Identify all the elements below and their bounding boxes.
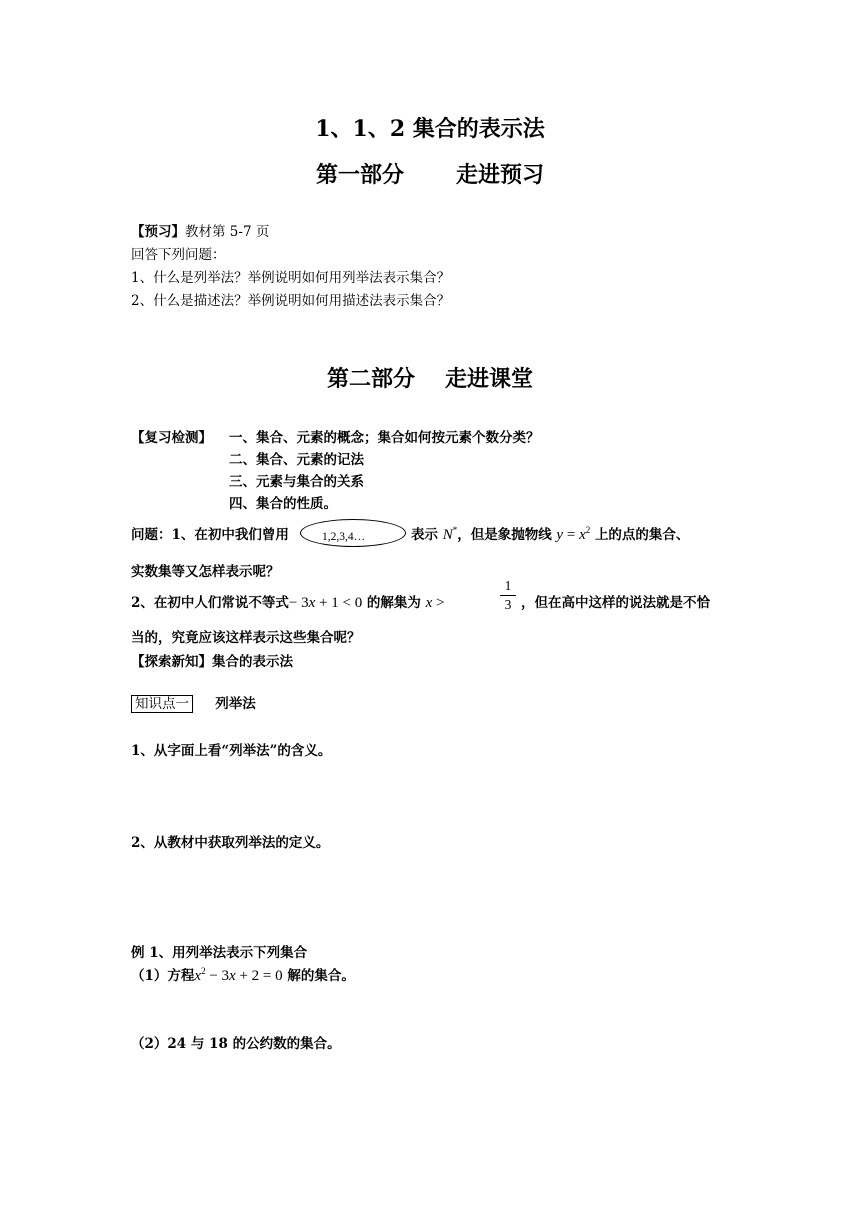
section-heading-part1 [0, 158, 860, 189]
review-tag: 【复习检测】 [131, 430, 212, 446]
review-item-1: 一、集合、元素的概念；集合如何按元素个数分类？ [229, 430, 540, 446]
q2-ineq-b: + 1 < 0 [315, 595, 363, 611]
preview-instruction: 回答下列问题： [131, 247, 226, 263]
example-title: 例 1、用列举法表示下列集合 [131, 945, 308, 961]
example-2: （2）24 与 18 的公约数的集合。 [131, 1036, 341, 1052]
part2-right: 走进课堂 [445, 366, 534, 392]
e1-prefix: （1）方程 [131, 968, 195, 984]
q1-x: x [579, 527, 586, 543]
fraction-denominator: 3 [504, 597, 512, 612]
q1-pow: 2 [585, 525, 591, 535]
q2-x: x [425, 595, 433, 611]
review-item-3: 三、元素与集合的关系 [229, 474, 364, 490]
fraction-one-third [500, 578, 516, 613]
q1-eq: = [563, 527, 580, 543]
question-1-middle [411, 523, 689, 544]
fraction-numerator: 1 [504, 578, 512, 593]
q1-y: y [556, 527, 564, 543]
q1-n-symbol: N [442, 527, 453, 543]
e1-tail: + 2 = 0 [235, 968, 283, 984]
q1-suffix: 上的点的集合、 [594, 527, 690, 543]
part1-right: 走进预习 [456, 162, 545, 188]
knowledge-point-label: 列举法 [215, 696, 256, 712]
part1-left: 第一部分 [315, 162, 404, 188]
q2-mid: 的解集为 [366, 595, 421, 611]
q2-ineq-a: − 3 [288, 595, 309, 611]
preview-line [131, 220, 269, 240]
q1-after: ，但是象抛物线 [457, 527, 552, 543]
preview-text: 教材第 5-7 页 [185, 224, 270, 240]
explore-text: 集合的表示法 [212, 654, 293, 670]
question-2-line [131, 591, 445, 612]
ellipse-label: 1,2,3,4… [322, 531, 366, 543]
q2-ineq-x: x [308, 595, 316, 611]
preview-question-2: 2、什么是描述法？举例说明如何用描述法表示集合？ [131, 293, 451, 309]
knowledge-point-box: 知识点一 [131, 695, 193, 713]
fraction-bar [500, 595, 516, 596]
q2-gt: > [432, 595, 445, 611]
question-1-prefix: 问题：1、在初中我们曾用 [131, 527, 289, 543]
review-item-4: 四、集合的性质。 [229, 496, 337, 512]
preview-question-1: 1、什么是列举法？举例说明如何用列举法表示集合？ [131, 270, 451, 286]
e1-pow: 2 [201, 966, 206, 976]
page-title: 1、1、2 集合的表示法 [315, 116, 545, 142]
q2-suffix: ，但在高中这样的说法就是不恰 [521, 595, 710, 611]
review-item-2: 二、集合、元素的记法 [229, 452, 364, 468]
q1-mid-text: 表示 [411, 527, 438, 543]
knowledge-point-row [131, 692, 256, 712]
example-1 [131, 964, 355, 985]
e1-suffix: 解的集合。 [287, 968, 355, 984]
question-2-line2: 当的，究竟应该这样表示这些集合呢？ [131, 630, 361, 646]
kp2-question: 2、从教材中获取列举法的定义。 [131, 835, 330, 851]
e1-x: x [194, 968, 202, 984]
preview-tag: 【预习】 [131, 224, 185, 240]
explore-line [131, 650, 293, 670]
e1-x2: x [229, 968, 236, 984]
q2-prefix: 2、在初中人们常说不等式 [131, 595, 289, 611]
e1-mid: − 3 [205, 968, 230, 984]
part2-left: 第二部分 [326, 366, 415, 392]
section-heading-part2 [0, 362, 860, 393]
kp1-question: 1、从字面上看“列举法”的含义。 [131, 743, 332, 759]
q1-star: * [452, 525, 458, 535]
question-1-line2: 实数集等又怎样表示呢？ [131, 564, 280, 580]
explore-tag: 【探索新知】 [131, 654, 212, 670]
